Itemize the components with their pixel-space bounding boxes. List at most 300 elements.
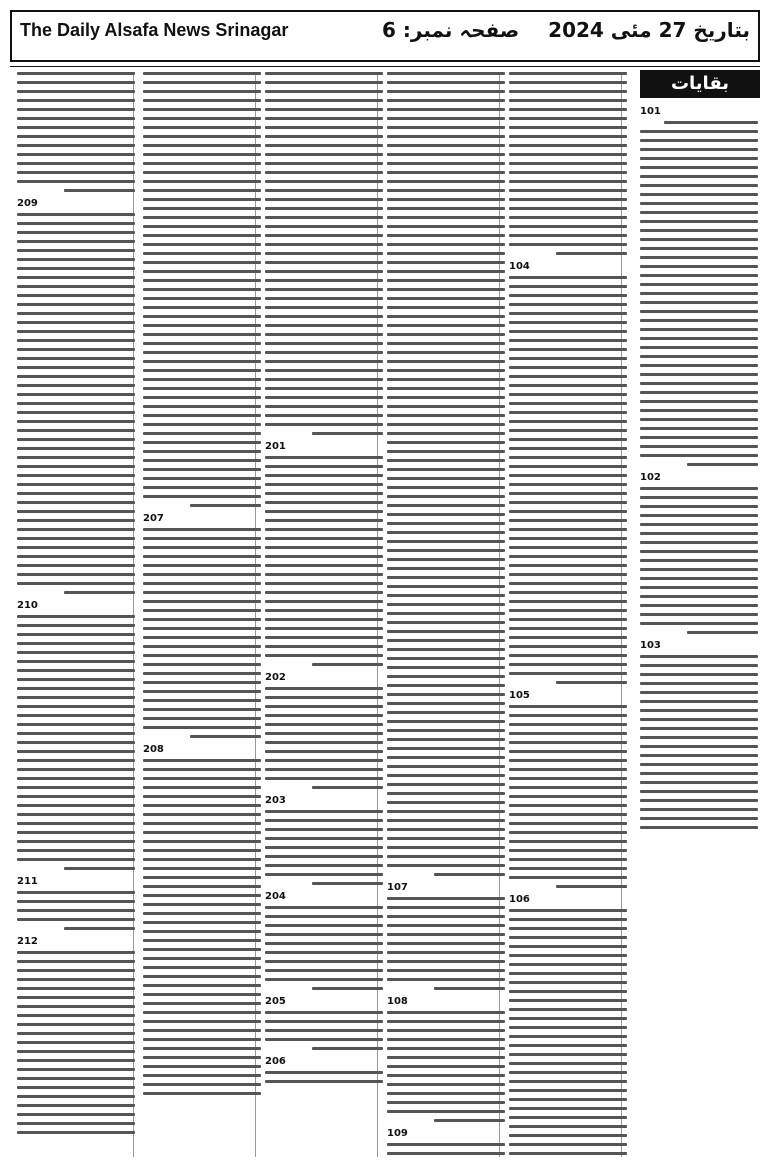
text-line <box>17 510 135 513</box>
text-line <box>17 384 135 387</box>
text-line <box>17 1032 135 1035</box>
text-line <box>17 393 135 396</box>
text-line <box>265 705 383 708</box>
text-line <box>265 618 383 621</box>
text-line <box>640 418 758 421</box>
text-line <box>143 207 261 210</box>
text-line <box>17 996 135 999</box>
text-line <box>143 876 261 879</box>
text-line <box>143 495 261 498</box>
text-line <box>509 1017 627 1020</box>
text-line <box>387 369 505 372</box>
text-line <box>509 339 627 342</box>
text-line <box>509 954 627 957</box>
text-line <box>387 978 505 981</box>
text-line <box>509 234 627 237</box>
text-line <box>17 162 135 165</box>
text-line <box>509 849 627 852</box>
text-line <box>640 256 758 259</box>
text-line <box>17 723 135 726</box>
text-line <box>265 573 383 576</box>
text-line <box>387 951 505 954</box>
text-line <box>387 135 505 138</box>
text-line <box>509 591 627 594</box>
text-line <box>143 804 261 807</box>
text-line <box>143 573 261 576</box>
text-line <box>143 564 261 567</box>
text-line <box>17 285 135 288</box>
text-line <box>509 117 627 120</box>
text-line <box>143 1056 261 1059</box>
text-line <box>17 1104 135 1107</box>
text-line <box>640 613 758 616</box>
text-line <box>17 180 135 183</box>
column-5 <box>143 72 261 1157</box>
text-line <box>190 735 261 738</box>
text-line <box>387 72 505 75</box>
text-line <box>143 813 261 816</box>
text-line <box>509 972 627 975</box>
text-line <box>265 456 383 459</box>
text-line <box>143 546 261 549</box>
text-line <box>387 819 505 822</box>
text-line <box>265 153 383 156</box>
text-line <box>143 921 261 924</box>
text-line <box>265 360 383 363</box>
text-line <box>640 220 758 223</box>
text-line <box>556 252 627 255</box>
text-line <box>143 297 261 300</box>
text-line <box>265 72 383 75</box>
text-line <box>17 519 135 522</box>
text-line <box>387 216 505 219</box>
text-line <box>143 72 261 75</box>
text-line <box>509 645 627 648</box>
text-line <box>434 1119 505 1122</box>
article-number: 207 <box>143 513 164 524</box>
text-line <box>640 826 758 829</box>
text-line <box>387 933 505 936</box>
text-line <box>265 942 383 945</box>
text-line <box>509 243 627 246</box>
text-line <box>387 738 505 741</box>
text-line <box>387 270 505 273</box>
text-line <box>387 639 505 642</box>
text-line <box>17 411 135 414</box>
text-line <box>434 873 505 876</box>
text-line <box>143 270 261 273</box>
text-line <box>640 373 758 376</box>
text-line <box>265 741 383 744</box>
text-line <box>509 225 627 228</box>
text-line <box>265 474 383 477</box>
article-number: 108 <box>387 996 408 1007</box>
text-line <box>387 783 505 786</box>
column-4 <box>265 72 383 1157</box>
text-line <box>265 492 383 495</box>
text-line <box>143 840 261 843</box>
text-line <box>143 663 261 666</box>
text-line <box>509 627 627 630</box>
text-line <box>640 445 758 448</box>
text-line <box>387 396 505 399</box>
text-line <box>509 126 627 129</box>
text-line <box>143 477 261 480</box>
text-line <box>17 573 135 576</box>
text-line <box>143 777 261 780</box>
article-number: 203 <box>265 795 286 806</box>
article-number: 102 <box>640 472 661 483</box>
text-line <box>509 303 627 306</box>
text-line <box>17 474 135 477</box>
text-line <box>143 234 261 237</box>
text-line <box>265 696 383 699</box>
text-line <box>265 306 383 309</box>
text-line <box>143 582 261 585</box>
text-line <box>265 144 383 147</box>
text-line <box>387 252 505 255</box>
text-line <box>143 225 261 228</box>
article-number: 105 <box>509 690 530 701</box>
text-line <box>143 81 261 84</box>
text-line <box>17 447 135 450</box>
paper-name: The Daily Alsafa News Srinagar <box>20 20 289 40</box>
text-line <box>387 648 505 651</box>
text-line <box>143 162 261 165</box>
text-line <box>387 504 505 507</box>
text-line <box>143 351 261 354</box>
text-line <box>387 189 505 192</box>
text-line <box>640 310 758 313</box>
text-line <box>509 321 627 324</box>
text-line <box>265 645 383 648</box>
text-line <box>387 144 505 147</box>
text-line <box>640 436 758 439</box>
text-line <box>640 157 758 160</box>
article-number: 106 <box>509 894 530 905</box>
text-line <box>509 465 627 468</box>
text-line <box>17 90 135 93</box>
text-line <box>312 1047 383 1050</box>
text-line <box>640 454 758 457</box>
text-line <box>640 568 758 571</box>
text-line <box>387 1047 505 1050</box>
text-line <box>265 555 383 558</box>
text-line <box>17 465 135 468</box>
text-line <box>312 882 383 885</box>
text-line <box>265 396 383 399</box>
text-line <box>387 924 505 927</box>
text-line <box>509 732 627 735</box>
text-line <box>640 532 758 535</box>
text-line <box>640 799 758 802</box>
text-line <box>143 708 261 711</box>
text-line <box>509 276 627 279</box>
text-line <box>509 1062 627 1065</box>
text-line <box>143 288 261 291</box>
text-line <box>640 337 758 340</box>
text-line <box>387 1083 505 1086</box>
text-line <box>17 312 135 315</box>
text-line <box>143 144 261 147</box>
text-line <box>509 672 627 675</box>
text-line <box>265 810 383 813</box>
text-line <box>387 684 505 687</box>
text-line <box>143 117 261 120</box>
text-line <box>640 790 758 793</box>
text-line <box>265 1011 383 1014</box>
text-line <box>640 274 758 277</box>
text-line <box>265 768 383 771</box>
text-line <box>17 705 135 708</box>
text-line <box>509 171 627 174</box>
text-line <box>143 450 261 453</box>
text-line <box>556 885 627 888</box>
text-line <box>509 1098 627 1101</box>
article-number: 205 <box>265 996 286 1007</box>
text-line <box>265 978 383 981</box>
text-line <box>143 726 261 729</box>
text-line <box>387 747 505 750</box>
text-line <box>509 927 627 930</box>
text-line <box>265 1080 383 1083</box>
text-line <box>17 240 135 243</box>
text-line <box>387 450 505 453</box>
text-line <box>17 420 135 423</box>
text-line <box>509 876 627 879</box>
text-line <box>509 510 627 513</box>
text-line <box>509 822 627 825</box>
section-title: بقایات <box>640 70 760 98</box>
text-line <box>387 585 505 588</box>
text-line <box>509 1125 627 1128</box>
text-line <box>640 202 758 205</box>
article-number: 109 <box>387 1128 408 1139</box>
text-line <box>17 732 135 735</box>
text-line <box>312 663 383 666</box>
text-line <box>387 351 505 354</box>
text-line <box>143 966 261 969</box>
text-line <box>143 912 261 915</box>
text-line <box>265 261 383 264</box>
text-line <box>143 717 261 720</box>
text-line <box>640 292 758 295</box>
text-line <box>509 198 627 201</box>
text-line <box>143 894 261 897</box>
text-line <box>640 673 758 676</box>
text-line <box>265 90 383 93</box>
article-number: 103 <box>640 640 661 651</box>
text-line <box>143 153 261 156</box>
text-line <box>143 786 261 789</box>
text-line <box>17 1014 135 1017</box>
text-line <box>640 808 758 811</box>
text-line <box>509 759 627 762</box>
text-line <box>387 810 505 813</box>
text-line <box>387 297 505 300</box>
text-line <box>143 459 261 462</box>
text-line <box>387 180 505 183</box>
text-line <box>509 402 627 405</box>
text-line <box>509 162 627 165</box>
text-line <box>687 631 758 634</box>
text-line <box>509 564 627 567</box>
text-line <box>509 438 627 441</box>
text-line <box>143 306 261 309</box>
text-line <box>640 139 758 142</box>
text-line <box>143 252 261 255</box>
text-line <box>387 243 505 246</box>
text-line <box>143 1029 261 1032</box>
text-line <box>17 831 135 834</box>
text-line <box>387 1020 505 1023</box>
text-line <box>387 486 505 489</box>
text-line <box>387 603 505 606</box>
text-line <box>143 618 261 621</box>
text-line <box>143 99 261 102</box>
text-line <box>265 723 383 726</box>
text-line <box>265 216 383 219</box>
text-line <box>143 108 261 111</box>
article-number: 104 <box>509 261 530 272</box>
text-line <box>265 423 383 426</box>
text-line <box>387 360 505 363</box>
text-line <box>17 1041 135 1044</box>
text-line <box>143 171 261 174</box>
text-line <box>17 231 135 234</box>
text-line <box>640 301 758 304</box>
text-line <box>509 609 627 612</box>
text-line <box>265 546 383 549</box>
text-line <box>17 1086 135 1089</box>
text-line <box>143 867 261 870</box>
text-line <box>640 346 758 349</box>
text-line <box>640 709 758 712</box>
text-line <box>387 1092 505 1095</box>
text-line <box>387 234 505 237</box>
text-line <box>265 342 383 345</box>
text-line <box>509 1053 627 1056</box>
text-line <box>17 960 135 963</box>
column-2 <box>509 72 627 1157</box>
text-line <box>265 759 383 762</box>
text-line <box>387 801 505 804</box>
text-line <box>17 624 135 627</box>
text-line <box>17 918 135 921</box>
text-line <box>17 849 135 852</box>
text-line <box>509 795 627 798</box>
text-line <box>387 702 505 705</box>
text-line <box>265 609 383 612</box>
text-line <box>640 682 758 685</box>
text-line <box>509 1035 627 1038</box>
text-line <box>17 633 135 636</box>
text-line <box>265 81 383 84</box>
text-line <box>509 519 627 522</box>
text-line <box>17 171 135 174</box>
text-line <box>509 285 627 288</box>
text-line <box>17 564 135 567</box>
text-line <box>265 714 383 717</box>
text-line <box>143 600 261 603</box>
text-line <box>265 234 383 237</box>
text-line <box>265 315 383 318</box>
text-line <box>640 727 758 730</box>
text-line <box>387 1056 505 1059</box>
text-line <box>17 822 135 825</box>
article-number: 209 <box>17 198 38 209</box>
text-line <box>265 279 383 282</box>
text-line <box>387 1074 505 1077</box>
text-line <box>17 804 135 807</box>
text-line <box>265 837 383 840</box>
text-line <box>143 189 261 192</box>
text-line <box>265 126 383 129</box>
text-line <box>143 591 261 594</box>
text-line <box>509 1071 627 1074</box>
text-line <box>387 1143 505 1146</box>
text-line <box>509 741 627 744</box>
text-line <box>17 1005 135 1008</box>
text-line <box>143 486 261 489</box>
text-line <box>509 411 627 414</box>
text-line <box>64 927 135 930</box>
text-line <box>17 1095 135 1098</box>
text-line <box>190 504 261 507</box>
text-line <box>640 745 758 748</box>
text-line <box>640 409 758 412</box>
text-line <box>387 576 505 579</box>
text-line <box>387 657 505 660</box>
text-line <box>509 375 627 378</box>
text-line <box>509 909 627 912</box>
text-line <box>17 678 135 681</box>
text-line <box>509 945 627 948</box>
text-line <box>387 630 505 633</box>
text-line <box>387 153 505 156</box>
text-line <box>387 720 505 723</box>
text-line <box>509 366 627 369</box>
text-line <box>17 375 135 378</box>
text-line <box>143 768 261 771</box>
text-line <box>143 537 261 540</box>
text-line <box>17 402 135 405</box>
text-line <box>640 328 758 331</box>
text-line <box>509 207 627 210</box>
text-line <box>265 243 383 246</box>
text-line <box>387 846 505 849</box>
text-line <box>265 324 383 327</box>
text-line <box>387 621 505 624</box>
text-line <box>17 348 135 351</box>
article-number: 204 <box>265 891 286 902</box>
text-line <box>265 225 383 228</box>
text-line <box>509 654 627 657</box>
text-line <box>387 81 505 84</box>
text-line <box>265 924 383 927</box>
text-line <box>509 99 627 102</box>
text-line <box>640 550 758 553</box>
text-line <box>640 541 758 544</box>
text-line <box>640 514 758 517</box>
text-line <box>387 288 505 291</box>
text-line <box>265 591 383 594</box>
text-line <box>509 153 627 156</box>
text-line <box>265 846 383 849</box>
text-line <box>509 90 627 93</box>
text-line <box>17 987 135 990</box>
text-line <box>387 1038 505 1041</box>
